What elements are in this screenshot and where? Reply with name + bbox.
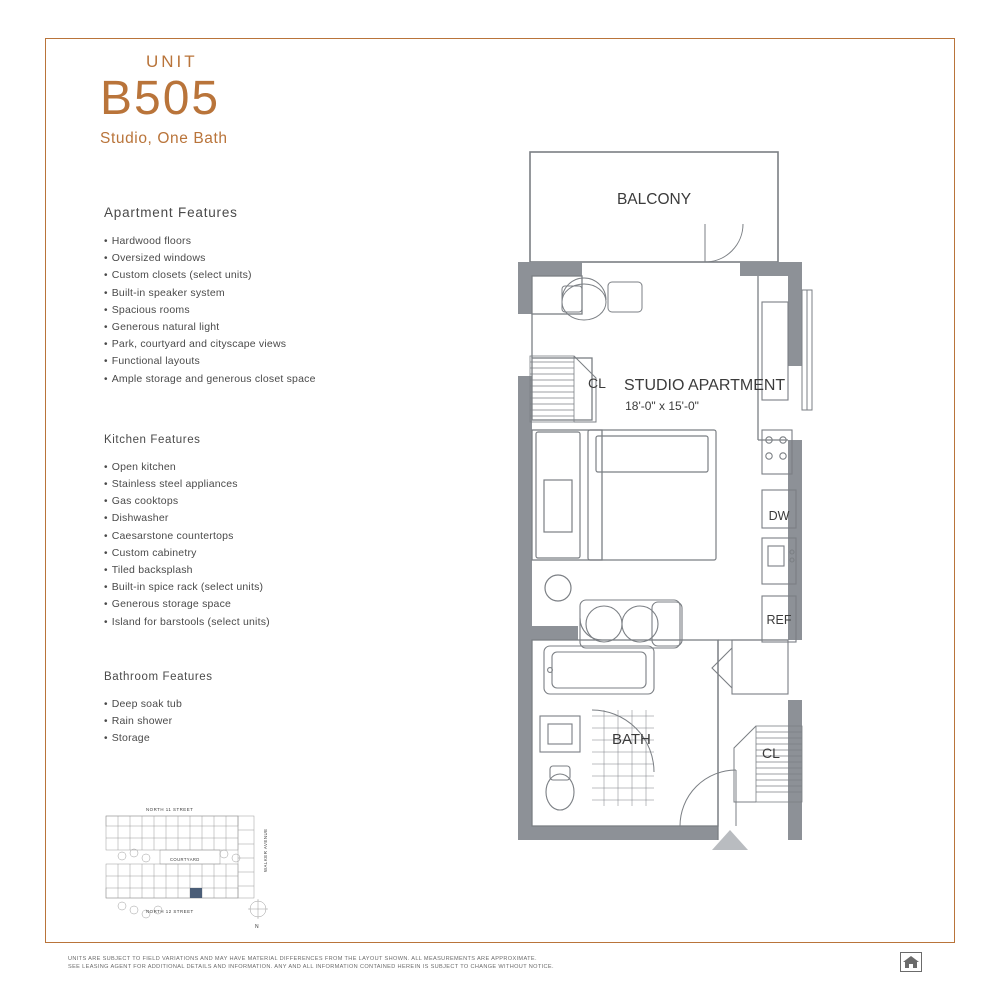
building-key-map: [100, 800, 290, 935]
closet-label-bottom: CL: [762, 745, 780, 761]
list-item: • Caesarstone countertops: [104, 528, 404, 545]
list-item: • Island for barstools (select units): [104, 614, 404, 631]
disclaimer-line-1: UNITS ARE SUBJECT TO FIELD VARIATIONS AND MAY HAVE MATERIAL DIFFERENCES FROM THE LAYOUT SHOWN. ALL MEASUREMENTS ARE APPROXIMATE.: [68, 956, 537, 962]
refrigerator-label: REF: [766, 613, 792, 627]
list-item: • Built-in speaker system: [104, 285, 404, 302]
equal-housing-opportunity-icon: [900, 952, 922, 972]
list-item: • Dishwasher: [104, 510, 404, 527]
list-item: • Custom cabinetry: [104, 545, 404, 562]
kitchen-features-list: [104, 459, 404, 631]
room-dimensions: 18'-0" x 15'-0": [625, 399, 699, 413]
list-item: • Hardwood floors: [104, 233, 404, 250]
room-label: STUDIO APARTMENT: [624, 377, 786, 394]
closet-label-top: CL: [588, 375, 606, 391]
list-item: • Storage: [104, 730, 404, 747]
keymap-compass-label: N: [255, 924, 259, 930]
list-item: • Deep soak tub: [104, 696, 404, 713]
unit-number: B505: [100, 72, 221, 125]
list-item: • Rain shower: [104, 713, 404, 730]
features-panel: [104, 205, 404, 747]
list-item: • Functional layouts: [104, 353, 404, 370]
keymap-courtyard-label: COURTYARD: [170, 857, 200, 862]
list-item: • Oversized windows: [104, 250, 404, 267]
list-item: • Tiled backsplash: [104, 562, 404, 579]
apartment-features-title: Apartment Features: [104, 205, 238, 220]
legal-disclaimer: [68, 955, 668, 971]
unit-subtitle: Studio, One Bath: [100, 130, 228, 147]
list-item: • Ample storage and generous closet space: [104, 371, 404, 388]
list-item: • Generous storage space: [104, 596, 404, 613]
bath-label: BATH: [612, 731, 651, 748]
keymap-street-right-label: WALKER AVENUE: [263, 828, 268, 872]
floor-plan-drawing: [500, 140, 880, 870]
bathroom-features-list: [104, 696, 404, 748]
unit-header: [100, 52, 228, 148]
keymap-street-bottom-label: NORTH 12 STREET: [146, 909, 194, 914]
disclaimer-line-2: SEE LEASING AGENT FOR ADDITIONAL DETAILS AND INFORMATION. ANY AND ALL INFORMATION CONTAINED HEREIN IS SUBJECT TO CHANGE WITHOUT NOTICE.: [68, 964, 554, 970]
apartment-features-list: [104, 233, 404, 388]
list-item: • Spacious rooms: [104, 302, 404, 319]
list-item: • Built-in spice rack (select units): [104, 579, 404, 596]
list-item: • Open kitchen: [104, 459, 404, 476]
dishwasher-label: DW: [768, 509, 790, 523]
list-item: • Generous natural light: [104, 319, 404, 336]
list-item: • Stainless steel appliances: [104, 476, 404, 493]
balcony-label: BALCONY: [616, 191, 692, 208]
bathroom-features-title: Bathroom Features: [104, 670, 213, 683]
keymap-street-top-label: NORTH 11 STREET: [146, 807, 194, 812]
list-item: • Gas cooktops: [104, 493, 404, 510]
kitchen-features-title: Kitchen Features: [104, 433, 201, 446]
unit-label: UNIT: [146, 52, 198, 71]
list-item: • Custom closets (select units): [104, 267, 404, 284]
list-item: • Park, courtyard and cityscape views: [104, 336, 404, 353]
keymap-highlighted-unit: [190, 888, 202, 898]
